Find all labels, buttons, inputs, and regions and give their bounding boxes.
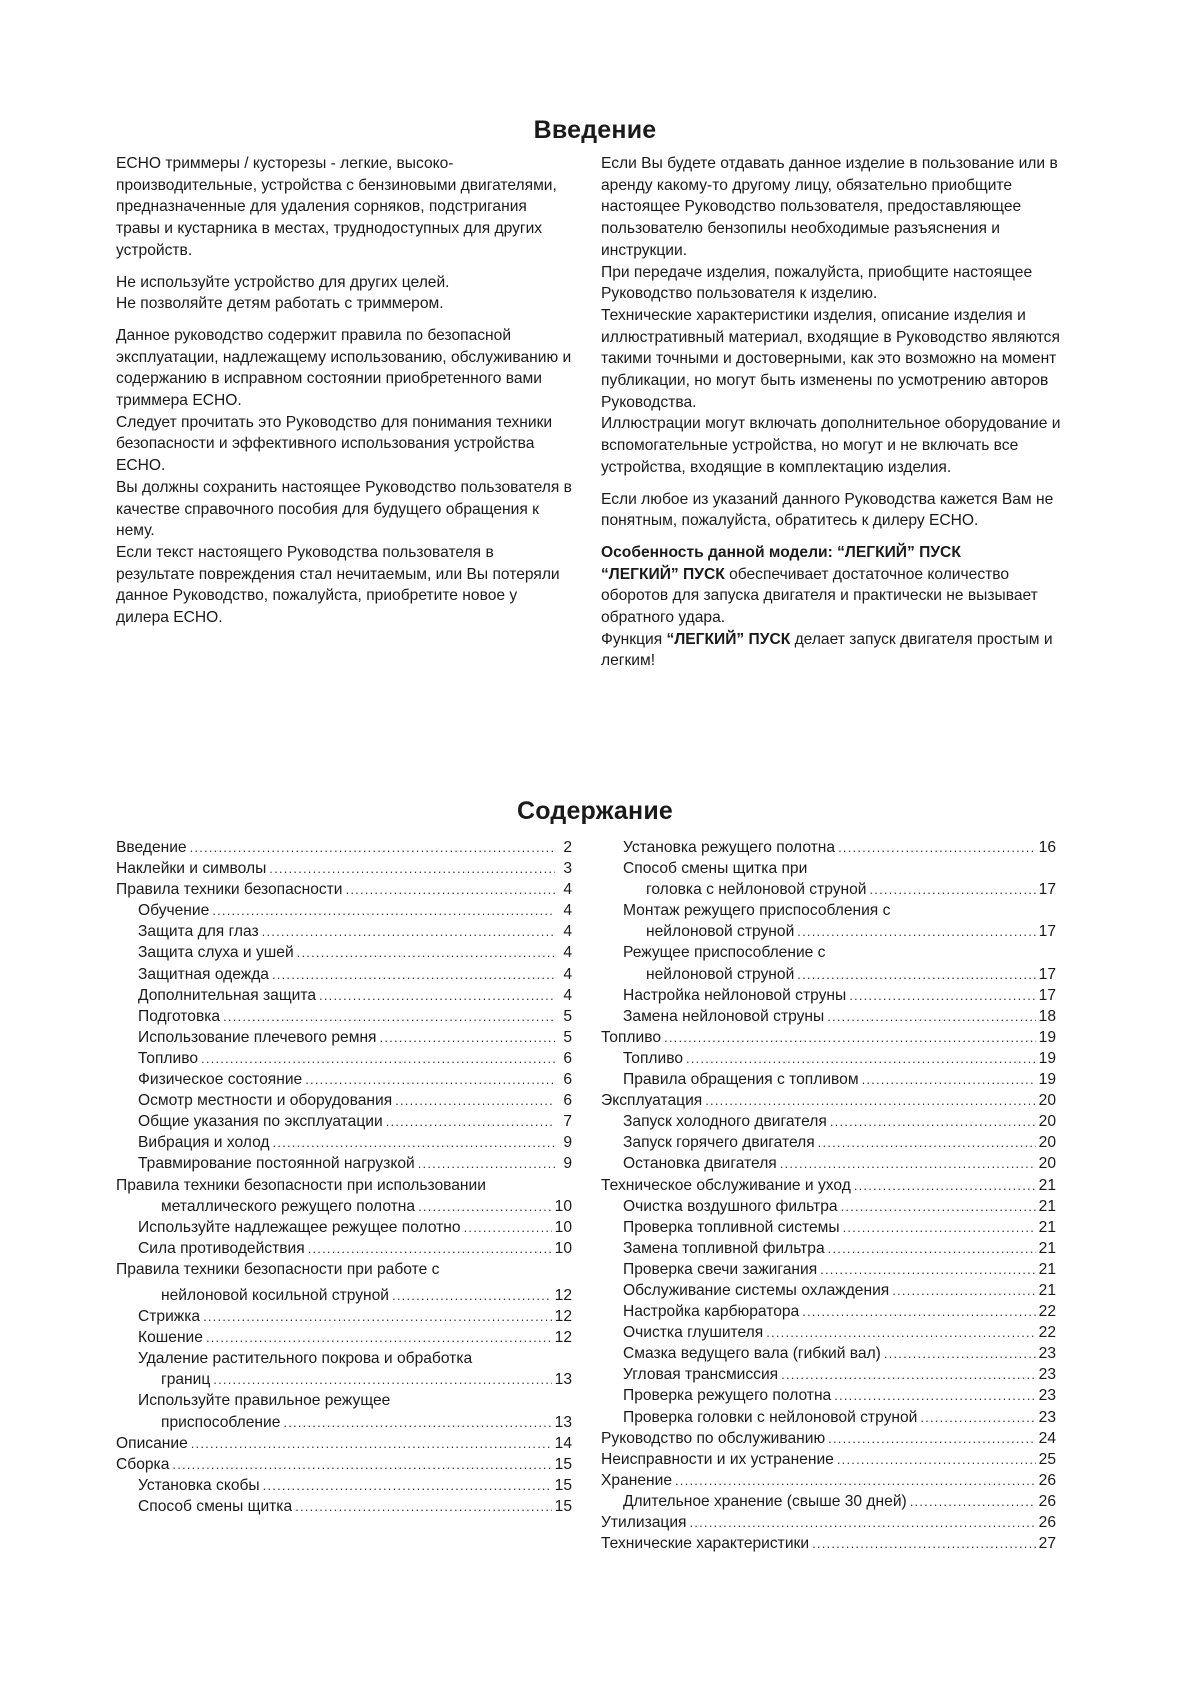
- toc-entry-title: Способ смены щитка: [138, 1497, 293, 1515]
- toc-entry[interactable]: [116, 1132, 572, 1153]
- toc-entry-page: 23: [1038, 1345, 1056, 1363]
- toc-entry-title: Проверка режущего полотна: [623, 1387, 832, 1405]
- toc-leader-dots: [272, 964, 555, 985]
- toc-leader-dots: [837, 1449, 1036, 1470]
- toc-entry[interactable]: [601, 1217, 1056, 1238]
- toc-entry-title: Замена нейлоновой струны: [623, 1007, 825, 1025]
- toc-entry[interactable]: [601, 900, 1056, 921]
- toc-entry[interactable]: [601, 1175, 1056, 1196]
- toc-leader-dots: [386, 1111, 555, 1132]
- toc-entry-title: границ: [161, 1371, 211, 1389]
- toc-leader-dots: [781, 1364, 1036, 1385]
- toc-entry-page: 6: [563, 1049, 572, 1067]
- toc-leader-dots: [869, 879, 1035, 900]
- toc-entry-title: Защитная одежда: [138, 965, 269, 983]
- toc-entry-title: Использование плечевого ремня: [138, 1028, 377, 1046]
- toc-leader-dots: [172, 1454, 551, 1475]
- toc-entry[interactable]: [116, 1348, 572, 1369]
- toc-entry-title: Режущее приспособление с: [623, 944, 826, 962]
- toc-entry[interactable]: [116, 1069, 572, 1090]
- toc-entry-title: Удаление растительного покрова и обработка: [138, 1350, 473, 1368]
- toc-leader-dots: [780, 1153, 1036, 1174]
- toc-entry[interactable]: [116, 900, 572, 921]
- toc-leader-dots: [862, 1069, 1036, 1090]
- toc-entry-page: 12: [554, 1329, 572, 1347]
- toc-entry-title: Сборка: [116, 1455, 170, 1473]
- toc-entry-title: нейлоновой косильной струной: [161, 1286, 390, 1304]
- toc-leader-dots: [797, 964, 1035, 985]
- feature-text: делает запуск двигателя простым и легким!: [601, 630, 1053, 670]
- toc-entry-page: 5: [563, 1028, 572, 1046]
- toc-leader-dots: [675, 1470, 1036, 1491]
- toc-entry[interactable]: [601, 1048, 1056, 1069]
- toc-entry-page: 9: [563, 1155, 572, 1173]
- toc-entry[interactable]: [116, 1153, 572, 1174]
- toc-leader-dots: [212, 900, 555, 921]
- toc-entry-page: 20: [1038, 1134, 1056, 1152]
- toc-entry-page: 16: [1038, 839, 1056, 856]
- toc-entry-title: Очистка глушителя: [623, 1324, 764, 1342]
- toc-leader-dots: [818, 1132, 1036, 1153]
- toc-entry[interactable]: [601, 1069, 1056, 1090]
- toc-entry-page: 19: [1038, 1071, 1056, 1089]
- toc-entry-page: 21: [1038, 1239, 1056, 1257]
- toc-entry-page: 19: [1038, 1028, 1056, 1046]
- toc-entry[interactable]: [601, 921, 1056, 942]
- toc-entry[interactable]: [116, 1475, 572, 1496]
- intro-right-column: [601, 153, 1071, 672]
- toc-entry-title: Запуск горячего двигателя: [623, 1134, 815, 1152]
- toc-entry-title: Длительное хранение (свыше 30 дней): [623, 1492, 907, 1510]
- toc-entry[interactable]: [601, 837, 1056, 858]
- toc-leader-dots: [705, 1090, 1035, 1111]
- toc-leader-dots: [392, 1285, 552, 1306]
- toc-entry-title: Монтаж режущего приспособления с: [623, 902, 891, 920]
- toc-leader-dots: [380, 1027, 555, 1048]
- toc-entry-title: Хранение: [601, 1471, 673, 1489]
- toc-entry-title: Руководство по обслуживанию: [601, 1429, 826, 1447]
- toc-entry-title: Описание: [116, 1434, 188, 1452]
- toc-entry-page: 26: [1038, 1471, 1056, 1489]
- toc-leader-dots: [830, 1111, 1036, 1132]
- toc-leader-dots: [346, 879, 555, 900]
- toc-entry-title: Защита слуха и ушей: [138, 944, 294, 962]
- toc-entry[interactable]: [601, 1280, 1056, 1301]
- toc-entry[interactable]: [116, 1433, 572, 1454]
- toc-entry[interactable]: [601, 1153, 1056, 1174]
- intro-paragraph: Данное руководство содержит правила по безопасной эксплуатации, надлежащему использованию, обслуживанию и содержанию в исправном состоянии приобретенного вами триммера ECHO.: [116, 326, 572, 410]
- toc-leader-dots: [213, 1369, 551, 1390]
- toc-leader-dots: [812, 1533, 1036, 1554]
- intro-paragraph: Не позволяйте детям работать с триммером.: [116, 295, 444, 313]
- toc-entry[interactable]: [116, 1217, 572, 1238]
- toc-entry[interactable]: [116, 1111, 572, 1132]
- toc-entry[interactable]: [116, 964, 572, 985]
- toc-entry-page: 17: [1038, 965, 1056, 983]
- toc-leader-dots: [201, 1048, 555, 1069]
- toc-entry[interactable]: [116, 1390, 572, 1411]
- toc-entry-page: 21: [1038, 1176, 1056, 1194]
- toc-entry[interactable]: [116, 921, 572, 942]
- toc-entry-page: 21: [1038, 1281, 1056, 1299]
- toc-entry[interactable]: [601, 1259, 1056, 1280]
- toc-leader-dots: [828, 1238, 1036, 1259]
- toc-entry[interactable]: [601, 1027, 1056, 1048]
- toc-leader-dots: [910, 1491, 1036, 1512]
- toc-entry-title: Топливо: [623, 1049, 684, 1067]
- toc-entry-title: Кошение: [138, 1329, 203, 1347]
- toc-entry-page: 4: [563, 944, 572, 962]
- toc-leader-dots: [884, 1343, 1036, 1364]
- toc-entry-page: 23: [1038, 1408, 1056, 1426]
- toc-entry[interactable]: [116, 1048, 572, 1069]
- toc-entry-page: 17: [1038, 986, 1056, 1004]
- toc-entry-title: Угловая трансмиссия: [623, 1366, 779, 1384]
- toc-entry-page: 15: [554, 1455, 572, 1473]
- toc-leader-dots: [802, 1301, 1035, 1322]
- toc-leader-dots: [854, 1175, 1036, 1196]
- feature-heading: Особенность данной модели: “ЛЕГКИЙ” ПУСК: [601, 543, 961, 561]
- toc-leader-dots: [308, 1238, 552, 1259]
- toc-leader-dots: [262, 921, 555, 942]
- toc-entry-page: 18: [1038, 1007, 1056, 1025]
- toc-entry[interactable]: [116, 985, 572, 1006]
- toc-entry[interactable]: [116, 1238, 572, 1259]
- toc-entry[interactable]: [601, 1428, 1056, 1449]
- toc-entry-title: Проверка головки с нейлоновой струной: [623, 1408, 918, 1426]
- toc-entry[interactable]: [116, 879, 572, 900]
- intro-paragraph: Если любое из указаний данного Руководства кажется Вам не понятным, пожалуйста, обратитесь к дилеру ECHO.: [601, 490, 1054, 530]
- toc-entry[interactable]: [601, 1385, 1056, 1406]
- toc-entry-page: 25: [1038, 1450, 1056, 1468]
- toc-entry-page: 10: [554, 1197, 572, 1215]
- toc-entry[interactable]: [116, 1175, 572, 1196]
- toc-entry[interactable]: [601, 985, 1056, 1006]
- toc-entry[interactable]: [116, 1090, 572, 1111]
- intro-paragraph: Вы должны сохранить настоящее Руководство пользователя в качестве справочного пособия для будущего обращения к нему.: [116, 478, 572, 540]
- toc-entry-title: нейлоновой струной: [646, 965, 795, 983]
- toc-entry[interactable]: [601, 1006, 1056, 1027]
- toc-entry-page: 6: [563, 1071, 572, 1089]
- toc-entry-title: Сила противодействия: [138, 1239, 305, 1257]
- toc-leader-dots: [766, 1322, 1035, 1343]
- toc-entry[interactable]: [116, 1285, 572, 1306]
- toc-right-column: [601, 837, 1056, 1554]
- toc-entry-page: 23: [1038, 1387, 1056, 1405]
- toc-entry[interactable]: [601, 858, 1056, 879]
- toc-entry-page: 2: [563, 839, 572, 856]
- toc-entry-title: Остановка двигателя: [623, 1155, 777, 1173]
- toc-entry-title: Смазка ведущего вала (гибкий вал): [623, 1345, 881, 1363]
- toc-leader-dots: [319, 985, 555, 1006]
- toc-leader-dots: [892, 1280, 1035, 1301]
- intro-paragraph: Технические характеристики изделия, описание изделия и иллюстративный материал, входящие в Руководство являются такими точными и достоверными, как это возможно на момент публикации, но могут быть изменены по усмотрению авторов Руководства.: [601, 306, 1060, 411]
- toc-leader-dots: [849, 985, 1035, 1006]
- toc-leader-dots: [190, 837, 555, 858]
- feature-name: “ЛЕГКИЙ” ПУСК: [601, 565, 725, 583]
- toc-entry[interactable]: [601, 1343, 1056, 1364]
- toc-entry-page: 20: [1038, 1113, 1056, 1131]
- toc-entry[interactable]: [116, 1412, 572, 1433]
- toc-entry[interactable]: [116, 1327, 572, 1348]
- toc-entry-title: головка с нейлоновой струной: [646, 881, 867, 899]
- toc-leader-dots: [395, 1090, 555, 1111]
- toc-entry-page: 7: [563, 1113, 572, 1131]
- toc-entry-page: 21: [1038, 1260, 1056, 1278]
- toc-entry[interactable]: [601, 1196, 1056, 1217]
- toc-entry-title: Используйте правильное режущее: [138, 1392, 391, 1410]
- toc-leader-dots: [269, 858, 555, 879]
- toc-leader-dots: [686, 1048, 1036, 1069]
- feature-block: [601, 542, 1071, 672]
- toc-entry-title: Правила техники безопасности при работе с: [116, 1260, 440, 1278]
- toc-entry[interactable]: [116, 1369, 572, 1390]
- toc-entry-page: 17: [1038, 881, 1056, 899]
- intro-left-column: [116, 153, 574, 629]
- toc-entry-title: Правила техники безопасности: [116, 881, 343, 899]
- intro-paragraph: Следует прочитать это Руководство для понимания техники безопасности и эффективного использования устройства ECHO.: [116, 413, 553, 475]
- toc-entry-page: 15: [554, 1497, 572, 1515]
- toc-entry[interactable]: [601, 1491, 1056, 1512]
- toc-entry-page: 12: [554, 1308, 572, 1326]
- toc-leader-dots: [834, 1385, 1035, 1406]
- toc-leader-dots: [664, 1027, 1036, 1048]
- intro-paragraph: Иллюстрации могут включать дополнительное оборудование и вспомогательные устройства, но могут и не включать все устройства, входящие в комплектацию изделия.: [601, 415, 1061, 476]
- toc-entry-page: 12: [554, 1286, 572, 1304]
- intro-paragraph: При передаче изделия, пожалуйста, приобщите настоящее Руководство пользователя к изделию.: [601, 263, 1033, 303]
- toc-entry[interactable]: [601, 1407, 1056, 1428]
- toc-leader-dots: [203, 1306, 552, 1327]
- toc-entry-page: 9: [563, 1134, 572, 1152]
- toc-leader-dots: [206, 1327, 552, 1348]
- toc-entry[interactable]: [116, 837, 572, 858]
- toc-entry-title: Общие указания по эксплуатации: [138, 1113, 383, 1131]
- toc-entry-title: Проверка свечи зажигания: [623, 1260, 818, 1278]
- toc-entry-title: Правила обращения с топливом: [623, 1071, 859, 1089]
- toc-entry-page: 10: [554, 1218, 572, 1236]
- intro-title: Введение: [533, 116, 657, 144]
- toc-entry-title: Дополнительная защита: [138, 986, 317, 1004]
- toc-entry[interactable]: [601, 1533, 1056, 1554]
- toc-entry-page: 4: [563, 923, 572, 941]
- toc-entry-page: 13: [554, 1371, 572, 1389]
- toc-entry-title: Эксплуатация: [601, 1092, 703, 1110]
- toc-entry-title: Вибрация и холод: [138, 1134, 270, 1152]
- toc-leader-dots: [418, 1153, 555, 1174]
- toc-entry-title: Технические характеристики: [601, 1535, 810, 1553]
- toc-entry-page: 4: [563, 986, 572, 1004]
- toc-entry[interactable]: [116, 1496, 572, 1517]
- toc-entry[interactable]: [116, 1259, 572, 1280]
- toc-entry[interactable]: [601, 879, 1056, 900]
- toc-entry-title: Запуск холодного двигателя: [623, 1113, 827, 1131]
- toc-entry[interactable]: [116, 1454, 572, 1475]
- toc-entry-title: Наклейки и символы: [116, 860, 267, 878]
- intro-paragraph: Не используйте устройство для других целей.: [116, 273, 450, 291]
- toc-entry-title: Правила техники безопасности при использовании: [116, 1176, 486, 1194]
- intro-paragraph: Если текст настоящего Руководства пользователя в результате повреждения стал нечитаемым, или Вы потеряли данное Руководство, пожалуйста, приобретите новое у дилера ECHO.: [116, 543, 560, 627]
- toc-leader-dots: [305, 1069, 555, 1090]
- toc-entry-title: Топливо: [601, 1028, 662, 1046]
- toc-leader-dots: [689, 1512, 1035, 1533]
- toc-leader-dots: [191, 1433, 552, 1454]
- toc-entry[interactable]: [601, 1132, 1056, 1153]
- feature-name: “ЛЕГКИЙ” ПУСК: [666, 630, 791, 648]
- toc-entry[interactable]: [116, 1306, 572, 1327]
- toc-entry-title: Стрижка: [138, 1308, 201, 1326]
- toc-leader-dots: [263, 1475, 552, 1496]
- toc-entry-title: приспособление: [161, 1413, 281, 1431]
- toc-entry[interactable]: [601, 1449, 1056, 1470]
- toc-entry[interactable]: [601, 1512, 1056, 1533]
- intro-paragraph: ECHO триммеры / кусторезы - легкие, высоко-производительные, устройства с бензиновыми двигателями, предназначенные для удаления сорняков, подстригания травы и кустарника в местах, труднодоступных для других устройств.: [116, 155, 557, 259]
- toc-entry-page: 4: [563, 965, 572, 983]
- toc-entry-title: Топливо: [138, 1049, 199, 1067]
- toc-entry-title: Техническое обслуживание и уход: [601, 1176, 851, 1194]
- toc-leader-dots: [828, 1428, 1035, 1449]
- toc-entry-page: 4: [563, 902, 572, 920]
- toc-entry[interactable]: [601, 1301, 1056, 1322]
- toc-entry-page: 6: [563, 1092, 572, 1110]
- toc-entry-page: 5: [563, 1007, 572, 1025]
- toc-entry-page: 14: [554, 1434, 572, 1452]
- toc-leader-dots: [273, 1132, 555, 1153]
- toc-entry-title: Обучение: [138, 902, 210, 920]
- toc-entry-page: 17: [1038, 923, 1056, 941]
- toc-entry-title: Подготовка: [138, 1007, 221, 1025]
- toc-entry[interactable]: [116, 942, 572, 963]
- toc-leader-dots: [295, 1496, 551, 1517]
- toc-leader-dots: [841, 1196, 1036, 1217]
- toc-entry-title: Осмотр местности и оборудования: [138, 1092, 393, 1110]
- toc-leader-dots: [297, 942, 555, 963]
- toc-entry-page: 19: [1038, 1049, 1056, 1067]
- toc-entry[interactable]: [116, 1196, 572, 1217]
- toc-entry-title: Настройка нейлоновой струны: [623, 986, 847, 1004]
- toc-entry-title: Введение: [116, 839, 187, 856]
- toc-entry-title: Установка режущего полотна: [623, 839, 836, 856]
- toc-entry-page: 13: [554, 1413, 572, 1431]
- feature-text: обеспечивает достаточное количество оборотов для запуска двигателя и практически не вызывает обратного удара.: [601, 565, 1038, 627]
- toc-entry-page: 3: [563, 860, 572, 878]
- toc-entry[interactable]: [601, 1364, 1056, 1385]
- toc-entry[interactable]: [601, 1111, 1056, 1132]
- toc-entry[interactable]: [601, 942, 1056, 963]
- toc-entry[interactable]: [116, 1027, 572, 1048]
- toc-entry-title: Обслуживание системы охлаждения: [623, 1281, 890, 1299]
- toc-entry-title: Защита для глаз: [138, 923, 259, 941]
- toc-entry-page: 20: [1038, 1092, 1056, 1110]
- toc-entry[interactable]: [601, 1238, 1056, 1259]
- toc-entry[interactable]: [116, 858, 572, 879]
- toc-entry-title: нейлоновой струной: [646, 923, 795, 941]
- toc-entry-page: 23: [1038, 1366, 1056, 1384]
- toc-entry-title: Утилизация: [601, 1514, 687, 1531]
- toc-leader-dots: [920, 1407, 1035, 1428]
- toc-title: Содержание: [516, 797, 674, 825]
- toc-entry[interactable]: [116, 1006, 572, 1027]
- toc-entry[interactable]: [601, 1322, 1056, 1343]
- toc-leader-dots: [820, 1259, 1035, 1280]
- toc-leader-dots: [827, 1006, 1035, 1027]
- toc-entry-page: 15: [554, 1476, 572, 1494]
- toc-entry[interactable]: [601, 1090, 1056, 1111]
- toc-entry-title: Травмирование постоянной нагрузкой: [138, 1155, 415, 1173]
- intro-paragraph: Если Вы будете отдавать данное изделие в пользование или в аренду какому-то другому лицу, обязательно приобщите настоящее Руководство пользователя, предоставляющее пользователю бензопилы необходимые разъяснения и инструкции.: [601, 155, 1058, 259]
- toc-entry-title: Замена топливной фильтра: [623, 1239, 825, 1257]
- toc-entry-page: 26: [1038, 1492, 1056, 1510]
- toc-entry-page: 24: [1038, 1429, 1056, 1447]
- toc-entry-page: 21: [1038, 1197, 1056, 1215]
- toc-entry-page: 22: [1038, 1324, 1056, 1342]
- toc-entry-title: металлического режущего полотна: [161, 1197, 416, 1215]
- toc-entry-title: Используйте надлежащее режущее полотно: [138, 1218, 461, 1236]
- toc-entry-page: 4: [563, 881, 572, 899]
- toc-entry-page: 21: [1038, 1218, 1056, 1236]
- toc-entry[interactable]: [601, 964, 1056, 985]
- toc-entry-title: Настройка карбюратора: [623, 1303, 800, 1321]
- toc-entry-title: Установка скобы: [138, 1476, 260, 1494]
- toc-leader-dots: [283, 1412, 551, 1433]
- feature-text: Функция: [601, 630, 667, 648]
- toc-entry-title: Способ смены щитка при: [623, 860, 808, 878]
- toc-entry-title: Физическое состояние: [138, 1071, 303, 1089]
- toc-entry-page: 22: [1038, 1303, 1056, 1321]
- toc-entry[interactable]: [601, 1470, 1056, 1491]
- toc-entry-title: Проверка топливной системы: [623, 1218, 840, 1236]
- toc-leader-dots: [418, 1196, 552, 1217]
- toc-entry-title: Неисправности и их устранение: [601, 1450, 834, 1468]
- toc-entry-page: 27: [1038, 1535, 1056, 1553]
- toc-entry-page: 26: [1038, 1514, 1056, 1531]
- toc-entry-page: 10: [554, 1239, 572, 1257]
- toc-left-column: [116, 837, 572, 1517]
- toc-leader-dots: [223, 1006, 555, 1027]
- toc-leader-dots: [464, 1217, 552, 1238]
- toc-leader-dots: [843, 1217, 1036, 1238]
- toc-entry-title: Очистка воздушного фильтра: [623, 1197, 838, 1215]
- toc-entry-page: 20: [1038, 1155, 1056, 1173]
- toc-leader-dots: [838, 837, 1036, 858]
- toc-leader-dots: [797, 921, 1035, 942]
